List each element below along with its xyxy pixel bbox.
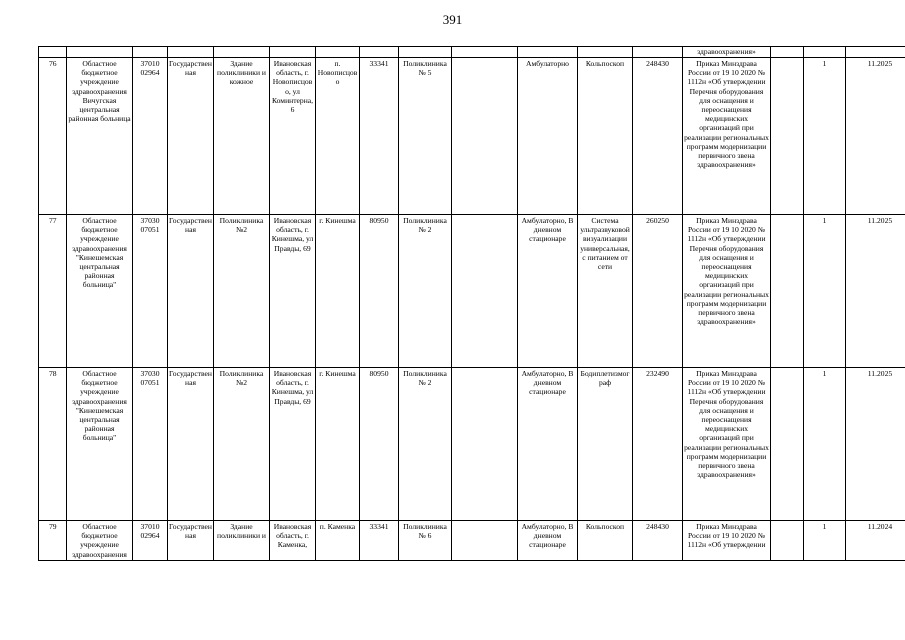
table-row [39,58,905,215]
cell-building: Поликлиника №2 [214,215,270,368]
cell-num: 76 [39,58,67,215]
cell-org: Областное бюджетное учреждение здравоохранения "Кинешемская центральная районная больница" [67,215,133,368]
cell-date: 11.2025 [846,368,905,521]
cell-extra [452,368,518,521]
cell-equipment: Система ультразвуковой визуализации универсальная, с питанием от сети [578,215,633,368]
cell-address: Ивановская область, г. Кинешма, ул Правды, 69 [270,368,316,521]
cell-basis: Приказ Минздрава России от 19 10 2020 № 1112н «Об утверждении Перечня оборудования для оснащения и переоснащения медицинских организаций при реализации региональных программ модернизации первичного звена здравоохранения» [683,58,771,215]
cell-locality: г. Кинешма [316,368,360,521]
cell-unit: Поликлиника № 2 [399,368,452,521]
cell-qty: 1 [804,58,846,215]
cell-date: 11.2025 [846,58,905,215]
page-number: 391 [442,12,463,27]
cell-ownership: Государственная [168,368,214,521]
cell-address: Ивановская область, г. Каменка, [270,521,316,561]
table-row [39,521,905,561]
cell-conditions: Амбулаторно [518,58,578,215]
cell-locality: г. Кинешма [316,215,360,368]
registry-table [38,46,905,561]
cell-org: Областное бюджетное учреждение здравоохранения "Кинешемская центральная районная больница" [67,368,133,521]
continuation-row [39,47,905,58]
cell-num: 77 [39,215,67,368]
cell-unit: Поликлиника № 2 [399,215,452,368]
cell-extra [452,521,518,561]
cell-price: 260250 [633,215,683,368]
cell-conditions: Амбулаторно, В дневном стационаре [518,215,578,368]
cell-unit: Поликлиника № 6 [399,521,452,561]
continuation-text: здравоохранения» [683,47,771,58]
cell-equipment: Кольпоскоп [578,521,633,561]
cell-org: Областное бюджетное учреждение здравоохранения [67,521,133,561]
cell-okato: 80950 [360,368,399,521]
cell-locality: п. Каменка [316,521,360,561]
cell-code: 37010 02964 [133,521,168,561]
cell-locality: п. Новописцово [316,58,360,215]
cell-price: 232490 [633,368,683,521]
cell-ownership: Государственная [168,521,214,561]
cell-building: Здание поликлиники и [214,521,270,561]
cell-empty [771,368,804,521]
cell-empty [771,58,804,215]
cell-price: 248430 [633,58,683,215]
cell-num: 79 [39,521,67,561]
cell-qty: 1 [804,215,846,368]
cell-unit: Поликлиника № 5 [399,58,452,215]
cell-qty: 1 [804,368,846,521]
cell-code: 37030 07051 [133,215,168,368]
cell-code: 37030 07051 [133,368,168,521]
cell-qty: 1 [804,521,846,561]
cell-building: Поликлиника №2 [214,368,270,521]
cell-extra [452,215,518,368]
cell-date: 11.2024 [846,521,905,561]
cell-okato: 33341 [360,58,399,215]
cell-conditions: Амбулаторно, В дневном стационаре [518,368,578,521]
cell-equipment: Бодиплетизмограф [578,368,633,521]
cell-code: 37010 02964 [133,58,168,215]
cell-basis: Приказ Минздрава России от 19 10 2020 № 1112н «Об утверждении Перечня оборудования для оснащения и переоснащения медицинских организаций при реализации региональных программ модернизации первичного звена здравоохранения» [683,368,771,521]
cell-okato: 33341 [360,521,399,561]
cell-basis: Приказ Минздрава России от 19 10 2020 № 1112н «Об утверждении Перечня оборудования для оснащения и переоснащения медицинских организаций при реализации региональных программ модернизации первичного звена здравоохранения» [683,215,771,368]
table-row [39,215,905,368]
cell-address: Ивановская область, г. Кинешма, ул Правды, 69 [270,215,316,368]
cell-building: Здание поликлиники и кожное [214,58,270,215]
cell-address: Ивановская область, г. Новописцово, ул Коминтерна, 6 [270,58,316,215]
cell-price: 248430 [633,521,683,561]
cell-equipment: Кольпоскоп [578,58,633,215]
cell-basis: Приказ Минздрава России от 19 10 2020 № 1112н «Об утверждении [683,521,771,561]
table-row [39,368,905,521]
cell-ownership: Государственная [168,215,214,368]
cell-date: 11.2025 [846,215,905,368]
cell-org: Областное бюджетное учреждение здравоохранения Вичугская центральная районная больница [67,58,133,215]
cell-empty [771,521,804,561]
cell-ownership: Государственная [168,58,214,215]
cell-empty [771,215,804,368]
cell-okato: 80950 [360,215,399,368]
cell-num: 78 [39,368,67,521]
cell-extra [452,58,518,215]
cell-conditions: Амбулаторно, В дневном стационаре [518,521,578,561]
